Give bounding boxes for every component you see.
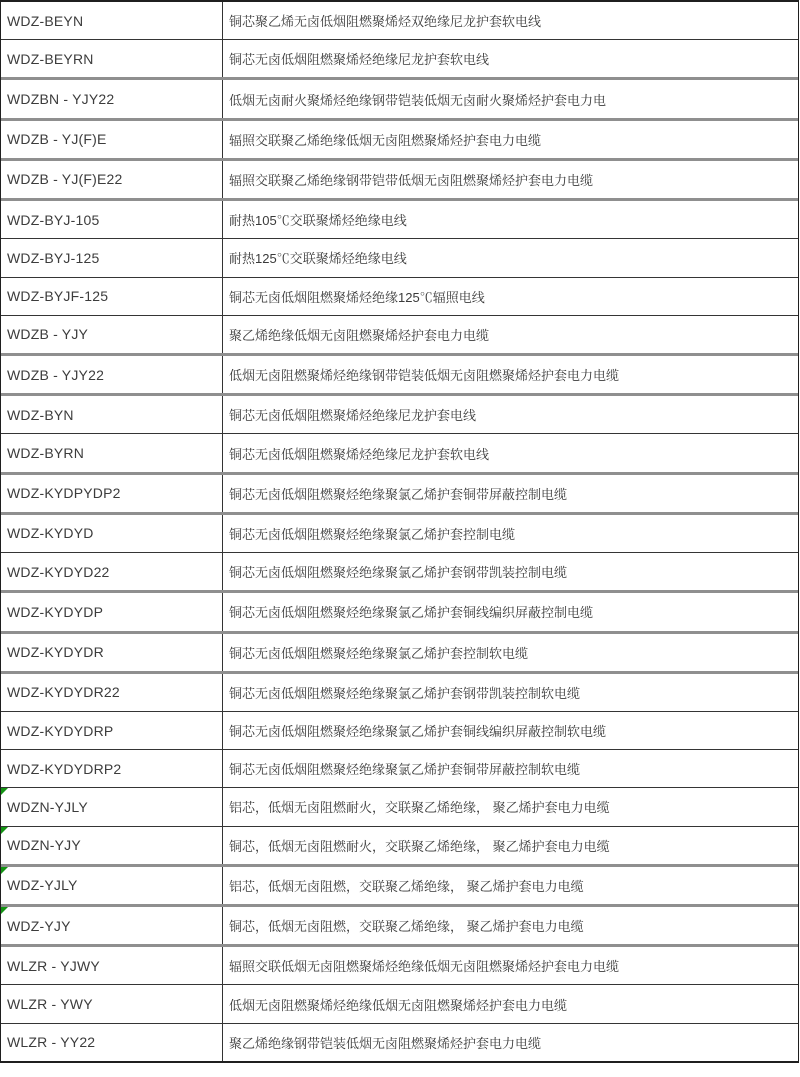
table-row [1, 512, 798, 552]
model-code-cell[interactable] [1, 985, 223, 1022]
table-row [1, 353, 798, 393]
model-code-text: WLZR - YJWY [7, 957, 100, 974]
model-code-cell[interactable] [1, 239, 223, 276]
model-code-text: WDZN-YJLY [7, 798, 88, 815]
model-code-cell[interactable] [1, 674, 223, 711]
description-text: 聚乙烯绝缘钢带铠装低烟无卤阻燃聚烯烃护套电力电缆 [229, 1035, 542, 1051]
model-code-cell[interactable] [1, 750, 223, 787]
model-code-text: WDZ-KYDYD22 [7, 563, 110, 580]
model-code-text: WDZ-KYDYDR22 [7, 684, 120, 701]
description-cell[interactable] [223, 475, 798, 512]
model-code-text: WDZ-KYDYDRP [7, 722, 114, 739]
model-code-cell[interactable] [1, 712, 223, 749]
table-row [1, 393, 798, 433]
table-row [1, 590, 798, 630]
table-row [1, 671, 798, 711]
model-code-cell[interactable] [1, 475, 223, 512]
description-text: 铜芯无卤低烟阻燃聚烃绝缘聚氯乙烯护套铜线编织屏蔽控制软电缆 [229, 724, 607, 740]
table-row [1, 984, 798, 1022]
description-text: 铜芯无卤低烟阻燃聚烃绝缘聚氯乙烯护套控制电缆 [229, 526, 516, 542]
description-cell[interactable] [223, 201, 798, 238]
model-code-text: WDZ-KYDYDP [7, 603, 104, 620]
model-code-text: WDZBN - YJY22 [7, 91, 115, 108]
description-cell[interactable] [223, 278, 798, 315]
model-code-cell[interactable] [1, 40, 223, 77]
description-text: 铜芯无卤低烟阻燃聚烃绝缘聚氯乙烯护套控制软电缆 [229, 645, 529, 661]
model-code-cell[interactable] [1, 161, 223, 198]
model-code-cell[interactable] [1, 2, 223, 39]
model-code-cell[interactable] [1, 434, 223, 471]
table-row [1, 77, 798, 117]
table-row [1, 1023, 798, 1061]
description-text: 低烟无卤阻燃聚烯烃绝缘低烟无卤阻燃聚烯烃护套电力电缆 [229, 997, 568, 1013]
description-cell[interactable] [223, 434, 798, 471]
model-code-text: WDZB - YJ(F)E22 [7, 171, 123, 188]
model-code-text: WDZB - YJ(F)E [7, 131, 107, 148]
table-row [1, 631, 798, 671]
description-cell[interactable] [223, 1024, 798, 1061]
table-row [1, 198, 798, 238]
model-code-text: WDZN-YJY [7, 837, 81, 854]
description-cell[interactable] [223, 40, 798, 77]
model-code-cell[interactable] [1, 1024, 223, 1061]
model-code-cell[interactable] [1, 553, 223, 590]
model-code-text: WDZ-KYDYDR [7, 644, 104, 661]
description-cell[interactable] [223, 750, 798, 787]
description-cell[interactable] [223, 867, 798, 904]
model-code-text: WDZ-BYJ-125 [7, 249, 100, 266]
cell-error-indicator-triangle [1, 867, 8, 874]
table-row [1, 944, 798, 984]
model-code-text: WDZB - YJY [7, 326, 89, 343]
description-cell[interactable] [223, 907, 798, 944]
description-text: 铝芯，低烟无卤阻燃，交联聚乙烯绝缘， 聚乙烯护套电力电缆 [229, 878, 584, 894]
description-text: 铜芯无卤低烟阻燃聚烯烃绝缘尼龙护套软电线 [229, 446, 490, 462]
description-cell[interactable] [223, 593, 798, 630]
description-text: 低烟无卤阻燃聚烯烃绝缘钢带铠装低烟无卤阻燃聚烯烃护套电力电缆 [229, 368, 620, 384]
model-code-cell[interactable] [1, 278, 223, 315]
table-row [1, 787, 798, 825]
table-row [1, 2, 798, 39]
model-code-cell[interactable] [1, 947, 223, 984]
table-row [1, 39, 798, 77]
model-code-text: WDZ-BYN [7, 406, 74, 423]
table-row [1, 238, 798, 276]
table-row [1, 711, 798, 749]
description-text: 辐照交联聚乙烯绝缘低烟无卤阻燃聚烯烃护套电力电缆 [229, 132, 542, 148]
description-cell[interactable] [223, 827, 798, 864]
model-code-text: WDZ-BYRN [7, 445, 85, 462]
description-cell[interactable] [223, 161, 798, 198]
table-row [1, 826, 798, 864]
description-text: 铜芯无卤低烟阻燃聚烯烃绝缘125℃辐照电线 [229, 289, 485, 305]
model-code-text: WDZ-BYJF-125 [7, 288, 109, 305]
description-cell[interactable] [223, 634, 798, 671]
model-code-text: WDZ-KYDYDRP2 [7, 760, 122, 777]
model-code-text: WDZ-KYDYD [7, 525, 94, 542]
model-code-cell[interactable] [1, 907, 223, 944]
table-row [1, 904, 798, 944]
description-cell[interactable] [223, 356, 798, 393]
description-text: 铝芯，低烟无卤阻燃耐火，交联聚乙烯绝缘， 聚乙烯护套电力电缆 [229, 800, 610, 816]
description-cell[interactable] [223, 947, 798, 984]
model-code-cell[interactable] [1, 515, 223, 552]
description-text: 铜芯无卤低烟阻燃聚烃绝缘聚氯乙烯护套钢带凯装控制软电缆 [229, 685, 581, 701]
description-text: 铜芯，低烟无卤阻燃耐火，交联聚乙烯绝缘， 聚乙烯护套电力电缆 [229, 838, 610, 854]
description-cell[interactable] [223, 2, 798, 39]
model-code-text: WLZR - YWY [7, 996, 93, 1013]
description-text: 铜芯无卤低烟阻燃聚烯烃绝缘尼龙护套软电线 [229, 52, 490, 68]
model-code-cell[interactable] [1, 121, 223, 158]
description-text: 铜芯无卤低烟阻燃聚烃绝缘聚氯乙烯护套铜带屏蔽控制软电缆 [229, 762, 581, 778]
cell-error-indicator-triangle [1, 827, 8, 834]
description-text: 辐照交联低烟无卤阻燃聚烯烃绝缘低烟无卤阻燃聚烯烃护套电力电缆 [229, 959, 620, 975]
model-code-cell[interactable] [1, 396, 223, 433]
description-text: 耐热105℃交联聚烯烃绝缘电线 [229, 213, 407, 229]
description-cell[interactable] [223, 788, 798, 825]
description-cell[interactable] [223, 316, 798, 353]
model-code-cell[interactable] [1, 867, 223, 904]
model-code-text: WDZ-BEYN [7, 12, 84, 29]
description-text: 铜芯无卤低烟阻燃聚烃绝缘聚氯乙烯护套铜线编织屏蔽控制电缆 [229, 605, 594, 621]
description-cell[interactable] [223, 121, 798, 158]
description-text: 铜芯聚乙烯无卤低烟阻燃聚烯烃双绝缘尼龙护套软电线 [229, 14, 542, 30]
table-row [1, 277, 798, 315]
model-code-text: WDZ-KYDPYDP2 [7, 485, 121, 502]
description-cell[interactable] [223, 674, 798, 711]
description-text: 铜芯，低烟无卤阻燃，交联聚乙烯绝缘， 聚乙烯护套电力电缆 [229, 919, 584, 935]
description-cell[interactable] [223, 396, 798, 433]
description-cell[interactable] [223, 553, 798, 590]
model-code-text: WDZ-YJY [7, 917, 71, 934]
model-code-cell[interactable] [1, 201, 223, 238]
table-row [1, 749, 798, 787]
model-code-text: WDZ-YJLY [7, 877, 78, 894]
table-row [1, 158, 798, 198]
model-code-cell[interactable] [1, 634, 223, 671]
description-text: 辐照交联聚乙烯绝缘钢带铠带低烟无卤阻燃聚烯烃护套电力电缆 [229, 172, 594, 188]
description-cell[interactable] [223, 712, 798, 749]
model-code-cell[interactable] [1, 356, 223, 393]
cell-error-indicator-triangle [1, 907, 8, 914]
model-code-cell[interactable] [1, 316, 223, 353]
model-code-text: WDZ-BEYRN [7, 50, 94, 67]
model-code-cell[interactable] [1, 827, 223, 864]
description-text: 铜芯无卤低烟阻燃聚烃绝缘聚氯乙烯护套钢带凯装控制电缆 [229, 565, 568, 581]
table-row [1, 433, 798, 471]
model-code-text: WLZR - YY22 [7, 1034, 96, 1051]
model-code-text: WDZB - YJY22 [7, 366, 105, 383]
description-cell[interactable] [223, 515, 798, 552]
description-text: 耐热125℃交联聚烯烃绝缘电线 [229, 251, 407, 267]
model-code-cell[interactable] [1, 788, 223, 825]
cell-error-indicator-triangle [1, 788, 8, 795]
description-text: 低烟无卤耐火聚烯烃绝缘钢带铠装低烟无卤耐火聚烯烃护套电力电 [229, 92, 607, 108]
description-text: 铜芯无卤低烟阻燃聚烯烃绝缘尼龙护套电线 [229, 408, 477, 424]
description-cell[interactable] [223, 80, 798, 117]
description-text: 聚乙烯绝缘低烟无卤阻燃聚烯烃护套电力电缆 [229, 327, 490, 343]
description-cell[interactable] [223, 985, 798, 1022]
table-row [1, 864, 798, 904]
model-code-cell[interactable] [1, 80, 223, 117]
table-row [1, 315, 798, 353]
table-row [1, 472, 798, 512]
table-row [1, 552, 798, 590]
model-code-cell[interactable] [1, 593, 223, 630]
description-cell[interactable] [223, 239, 798, 276]
table-row [1, 118, 798, 158]
description-text: 铜芯无卤低烟阻燃聚烃绝缘聚氯乙烯护套铜带屏蔽控制电缆 [229, 486, 568, 502]
model-code-text: WDZ-BYJ-105 [7, 211, 100, 228]
